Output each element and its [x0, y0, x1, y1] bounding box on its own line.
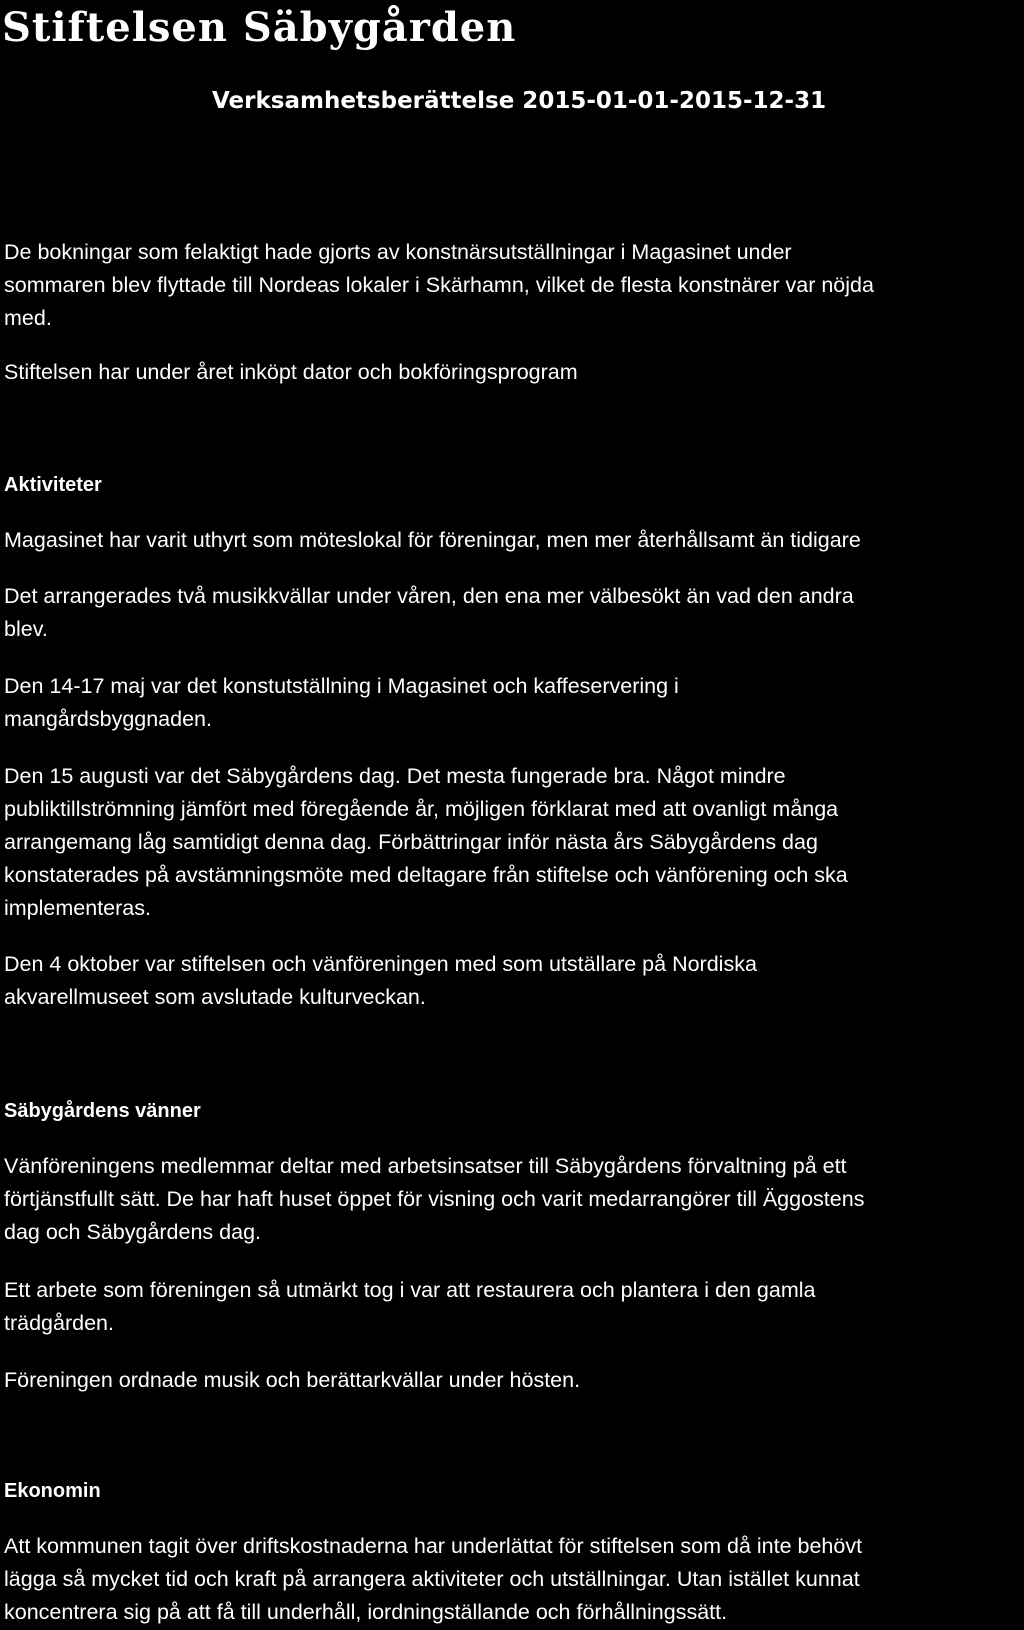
line: koncentrera sig på att få till underhåll, iordningställande och förhållningssätt.: [4, 1600, 728, 1624]
line: trädgården.: [4, 1311, 114, 1335]
line: Den 14-17 maj var det konstutställning i Magasinet och kaffeservering i: [4, 674, 679, 698]
line: med.: [4, 306, 52, 330]
line: arrangemang låg samtidigt denna dag. Förbättringar inför nästa års Säbygårdens dag: [4, 830, 818, 854]
line: Det arrangerades två musikkvällar under våren, den ena mer välbesökt än vad den andra: [4, 584, 854, 608]
line: Ett arbete som föreningen så utmärkt tog i var att restaurera och plantera i den gamla: [4, 1278, 816, 1302]
paragraph: [4, 948, 757, 1014]
line: Den 4 oktober var stiftelsen och vänföreningen med som utställare på Nordiska: [4, 952, 757, 976]
line: Föreningen ordnade musik och berättarkvällar under hösten.: [4, 1368, 581, 1392]
line: Magasinet har varit uthyrt som möteslokal för föreningar, men mer återhållsamt än tidigare: [4, 528, 861, 552]
line: implementeras.: [4, 896, 151, 920]
line: dag och Säbygårdens dag.: [4, 1220, 262, 1244]
paragraph: [4, 1530, 862, 1629]
paragraph: [4, 1364, 580, 1397]
line: Vänföreningens medlemmar deltar med arbetsinsatser till Säbygårdens förvaltning på ett: [4, 1154, 847, 1178]
paragraph: [4, 524, 861, 557]
line: publiktillströmning jämfört med föregående år, möjligen förklarat med att ovanligt många: [4, 797, 839, 821]
line: lägga så mycket tid och kraft på arrangera aktiviteter och utställningar. Utan istället kunnat: [4, 1567, 860, 1591]
paragraph: [4, 236, 874, 335]
paragraph: [4, 1274, 815, 1340]
section-heading-ekonomin: Ekonomin: [4, 1480, 101, 1502]
paragraph: [4, 356, 578, 389]
document-subtitle: Verksamhetsberättelse 2015-01-01-2015-12-31: [212, 88, 827, 114]
line: akvarellmuseet som avslutade kulturveckan.: [4, 985, 426, 1009]
section-heading-vanner: Säbygårdens vänner: [4, 1100, 201, 1122]
line: sommaren blev flyttade till Nordeas lokaler i Skärhamn, vilket de flesta konstnärer var nöjda: [4, 273, 874, 297]
paragraph: [4, 1150, 864, 1249]
line: Att kommunen tagit över driftskostnaderna har underlättat för stiftelsen som då inte behövt: [4, 1534, 863, 1558]
section-heading-aktiviteter: Aktiviteter: [4, 474, 102, 496]
paragraph: [4, 760, 848, 925]
line: De bokningar som felaktigt hade gjorts av konstnärsutställningar i Magasinet under: [4, 240, 792, 264]
paragraph: [4, 670, 679, 736]
line: förtjänstfullt sätt. De har haft huset öppet för visning och varit medarrangörer till Äggostens: [4, 1187, 865, 1211]
line: Stiftelsen har under året inköpt dator och bokföringsprogram: [4, 360, 578, 384]
document-title: Stiftelsen Säbygården: [2, 4, 517, 51]
line: mangårdsbyggnaden.: [4, 707, 212, 731]
paragraph: [4, 580, 854, 646]
line: Den 15 augusti var det Säbygårdens dag. Det mesta fungerade bra. Något mindre: [4, 764, 786, 788]
line: konstaterades på avstämningsmöte med deltagare från stiftelse och vänförening och ska: [4, 863, 848, 887]
line: blev.: [4, 617, 48, 641]
